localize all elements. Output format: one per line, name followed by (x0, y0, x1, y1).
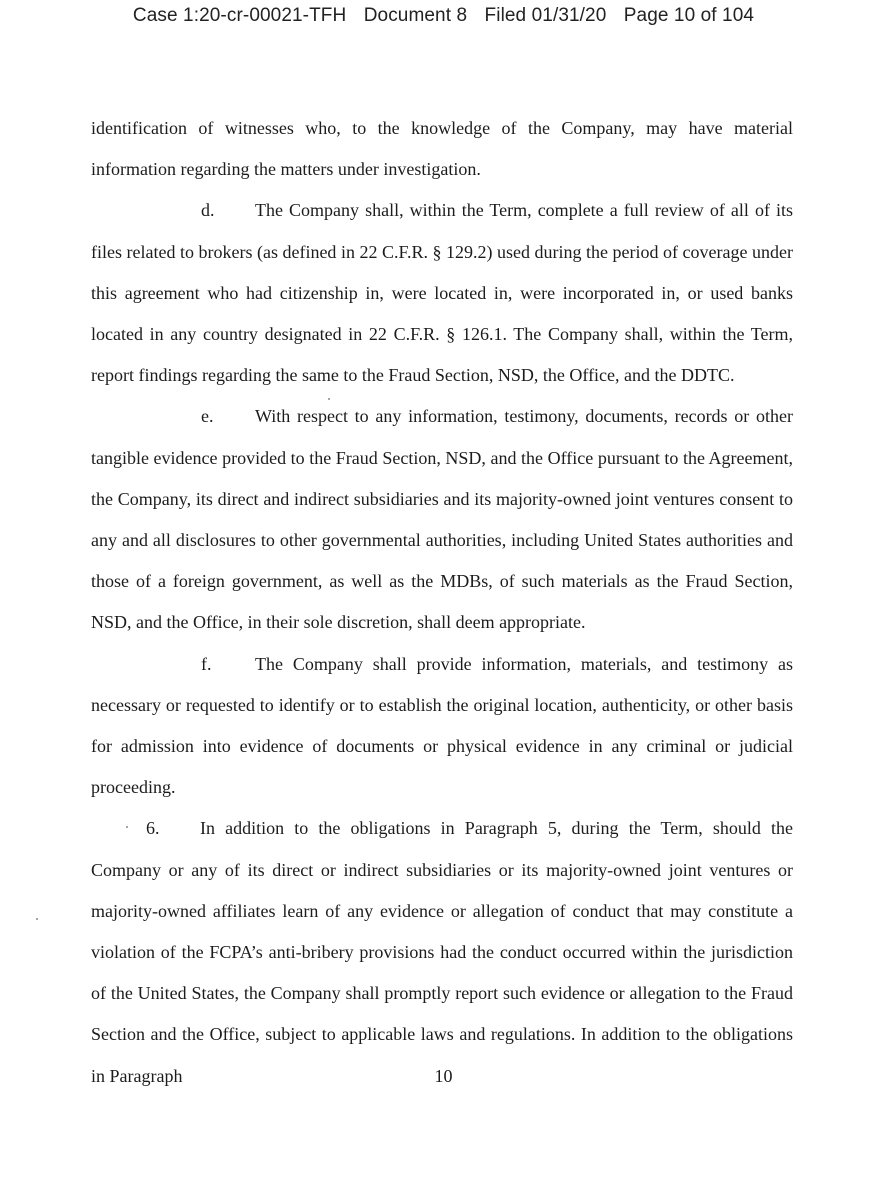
filed-date: Filed 01/31/20 (484, 5, 607, 26)
scan-speck (328, 398, 330, 400)
paragraph-text: The Company shall provide information, materials, and testimony as necessary or requested to identify or to establish the original location, authenticity, or other basis for admission into evidence of documents or physical evidence in any criminal or judicial proceeding. (91, 653, 793, 798)
document-number: Document 8 (363, 5, 468, 26)
paragraph-d (91, 190, 793, 396)
paragraph-text: In addition to the obligations in Paragraph 5, during the Term, should the Company or any of its direct or indirect subsidiaries or its majority-owned joint ventures or majority-owned affiliates learn of any evidence or allegation of conduct that may constitute a violation of the FCPA’s anti-bribery provisions had the conduct occurred within the jurisdiction of the United States, the Company shall promptly report such evidence or allegation to the Fraud Section and the Office, subject to applicable laws and regulations. In addition to the obligations in Paragraph (91, 818, 793, 1086)
paragraph-text: With respect to any information, testimony, documents, records or other tangible evidence provided to the Fraud Section, NSD, and the Office pursuant to the Agreement, the Company, its direct and indirect subsidiaries and its majority-owned joint ventures consent to any and all disclosures to other governmental authorities, including United States authorities and those of a foreign government, as well as the MDBs, of such materials as the Fraud Section, NSD, and the Office, in their sole discretion, shall deem appropriate. (91, 406, 793, 633)
paragraph-text: identification of witnesses who, to the knowledge of the Company, may have material information regarding the matters under investigation. (91, 118, 793, 180)
paragraph-f (91, 644, 793, 809)
case-number: Case 1:20-cr-00021-TFH (132, 5, 347, 26)
scan-speck (126, 826, 128, 828)
page-indicator: Page 10 of 104 (623, 5, 755, 26)
paragraph-label: f. (201, 653, 212, 674)
paragraph-label: e. (201, 406, 214, 427)
page-number: 10 (434, 1066, 453, 1086)
case-header (0, 5, 887, 27)
paragraph-continuation (91, 108, 793, 190)
paragraph-text: The Company shall, within the Term, complete a full review of all of its files related to brokers (as defined in 22 C.F.R. § 129.2) used during the period of coverage under this agreement who had citizenship in, were located in, were incorporated in, or used banks located in any country designated in 22 C.F.R. § 126.1. The Company shall, within the Term, report findings regarding the same to the Fraud Section, NSD, the Office, and the DDTC. (91, 200, 793, 386)
paragraph-e (91, 396, 793, 643)
scan-speck (36, 918, 38, 920)
paragraph-label: 6. (146, 818, 160, 839)
document-body (91, 108, 793, 1097)
paragraph-6 (91, 808, 793, 1096)
paragraph-label: d. (201, 200, 215, 221)
